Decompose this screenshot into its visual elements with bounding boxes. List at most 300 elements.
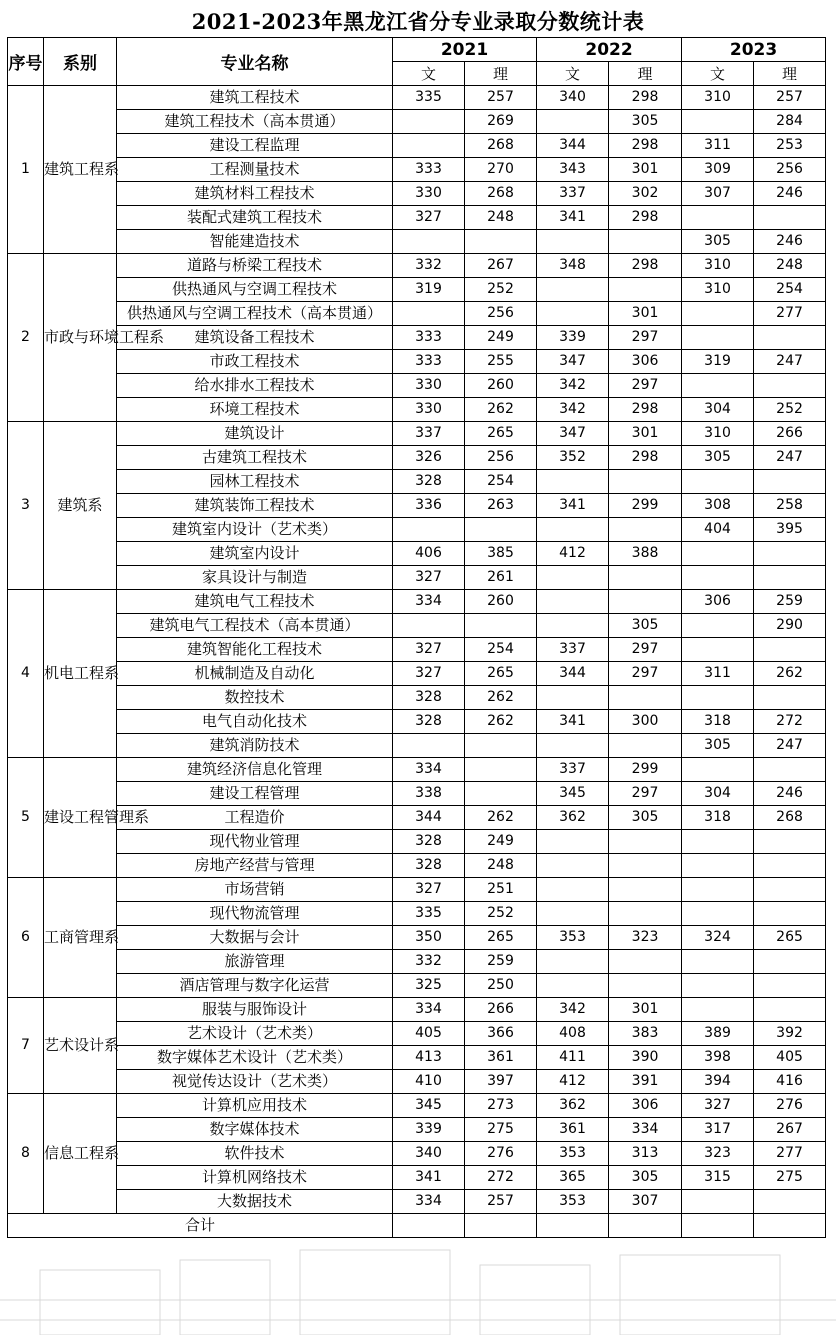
score-cell: 304 [682,782,754,806]
score-cell: 255 [465,350,537,374]
score-cell: 297 [609,374,682,398]
score-cell: 247 [754,350,826,374]
header-major: 专业名称 [117,38,393,86]
score-cell: 385 [465,542,537,566]
score-cell [537,470,609,494]
total-label: 合计 [8,1214,393,1238]
group-seq: 6 [8,878,44,998]
table-row [8,422,826,446]
table-row [8,878,826,902]
score-cell: 268 [465,134,537,158]
score-cell [609,854,682,878]
table-row [8,446,826,470]
score-cell: 247 [754,446,826,470]
table-row [8,662,826,686]
total-cell [393,1214,465,1238]
score-cell [393,302,465,326]
major-name: 家具设计与制造 [117,566,393,590]
department-name: 工商管理系 [44,878,117,998]
table-row [8,398,826,422]
score-cell: 297 [609,662,682,686]
table-row [8,350,826,374]
score-cell: 327 [393,662,465,686]
major-name: 现代物业管理 [117,830,393,854]
score-cell: 268 [465,182,537,206]
score-cell [682,374,754,398]
major-name: 建筑经济信息化管理 [117,758,393,782]
major-name: 市政工程技术 [117,350,393,374]
major-name: 大数据与会计 [117,926,393,950]
score-cell: 335 [393,86,465,110]
score-cell: 318 [682,710,754,734]
score-cell: 323 [609,926,682,950]
major-name: 机械制造及自动化 [117,662,393,686]
score-cell [682,542,754,566]
department-name: 建筑工程系 [44,86,117,254]
table-row [8,134,826,158]
major-name: 建设工程管理 [117,782,393,806]
score-cell: 336 [393,494,465,518]
score-cell [609,878,682,902]
score-cell: 327 [682,1094,754,1118]
score-cell: 249 [465,830,537,854]
header-year-2022: 2022 [537,38,682,62]
score-cell: 383 [609,1022,682,1046]
score-cell: 325 [393,974,465,998]
score-cell: 272 [754,710,826,734]
table-row [8,206,826,230]
score-cell: 319 [393,278,465,302]
score-cell: 252 [465,902,537,926]
group-seq: 8 [8,1094,44,1214]
score-cell [537,302,609,326]
score-cell [682,878,754,902]
score-cell: 273 [465,1094,537,1118]
score-cell [393,134,465,158]
score-cell [682,206,754,230]
score-cell: 328 [393,710,465,734]
major-name: 建筑智能化工程技术 [117,638,393,662]
score-cell: 405 [393,1022,465,1046]
score-cell: 334 [393,758,465,782]
score-cell [465,518,537,542]
table-row [8,830,826,854]
score-cell: 269 [465,110,537,134]
major-name: 给水排水工程技术 [117,374,393,398]
score-cell: 254 [754,278,826,302]
table-row [8,758,826,782]
score-cell: 388 [609,542,682,566]
score-cell [754,974,826,998]
score-cell: 345 [537,782,609,806]
score-cell: 362 [537,1094,609,1118]
score-cell: 340 [393,1142,465,1166]
score-cell: 305 [609,614,682,638]
score-cell: 327 [393,566,465,590]
score-cell: 406 [393,542,465,566]
major-name: 建筑装饰工程技术 [117,494,393,518]
score-cell [465,734,537,758]
score-cell: 246 [754,230,826,254]
score-cell: 332 [393,950,465,974]
score-cell [682,1190,754,1214]
score-cell: 348 [537,254,609,278]
table-row [8,494,826,518]
score-cell [754,566,826,590]
score-cell: 339 [393,1118,465,1142]
score-cell [754,638,826,662]
score-cell [754,878,826,902]
score-cell [682,950,754,974]
score-cell: 265 [465,662,537,686]
score-cell: 305 [682,734,754,758]
total-row [8,1214,826,1238]
score-cell: 299 [609,494,682,518]
score-cell: 246 [754,182,826,206]
table-row [8,470,826,494]
table-row [8,278,826,302]
score-cell: 341 [537,494,609,518]
score-cell [682,830,754,854]
score-cell: 333 [393,350,465,374]
score-cell: 309 [682,158,754,182]
score-cell: 297 [609,782,682,806]
major-name: 市场营销 [117,878,393,902]
score-cell [537,686,609,710]
score-cell: 365 [537,1166,609,1190]
header-li: 理 [754,62,826,86]
score-cell: 341 [537,206,609,230]
score-cell: 257 [465,86,537,110]
header-seq: 序号 [8,38,44,86]
score-cell: 252 [465,278,537,302]
major-name: 艺术设计（艺术类） [117,1022,393,1046]
score-cell: 340 [537,86,609,110]
score-cell [537,734,609,758]
score-cell: 298 [609,398,682,422]
score-cell: 248 [465,854,537,878]
score-cell [609,518,682,542]
score-cell: 258 [754,494,826,518]
score-cell: 270 [465,158,537,182]
score-cell [682,854,754,878]
table-row [8,1046,826,1070]
score-cell [537,110,609,134]
score-cell: 262 [465,806,537,830]
score-cell: 353 [537,1142,609,1166]
score-cell: 250 [465,974,537,998]
score-cell [682,566,754,590]
group-seq: 7 [8,998,44,1094]
score-cell: 347 [537,422,609,446]
major-name: 道路与桥梁工程技术 [117,254,393,278]
major-name: 视觉传达设计（艺术类） [117,1070,393,1094]
score-cell [682,302,754,326]
score-cell: 337 [537,638,609,662]
table-row [8,86,826,110]
score-cell: 391 [609,1070,682,1094]
page-title: 2021-2023年黑龙江省分专业录取分数统计表 [191,9,645,34]
table-row [8,518,826,542]
major-name: 计算机应用技术 [117,1094,393,1118]
score-cell: 249 [465,326,537,350]
score-cell [537,614,609,638]
score-cell: 306 [609,350,682,374]
score-cell [609,686,682,710]
major-name: 数字媒体艺术设计（艺术类） [117,1046,393,1070]
score-cell: 301 [609,302,682,326]
major-name: 现代物流管理 [117,902,393,926]
major-name: 装配式建筑工程技术 [117,206,393,230]
score-cell [682,638,754,662]
score-cell: 306 [682,590,754,614]
score-table [7,37,826,1238]
score-cell: 395 [754,518,826,542]
score-cell: 330 [393,398,465,422]
table-row [8,302,826,326]
score-cell [754,374,826,398]
score-cell: 344 [537,134,609,158]
total-cell [465,1214,537,1238]
score-cell: 298 [609,254,682,278]
table-row [8,710,826,734]
score-cell [754,542,826,566]
total-cell [754,1214,826,1238]
score-cell: 338 [393,782,465,806]
score-cell: 328 [393,854,465,878]
major-name: 建筑材料工程技术 [117,182,393,206]
score-cell: 259 [754,590,826,614]
major-name: 建筑设备工程技术 [117,326,393,350]
score-cell: 268 [754,806,826,830]
table-row [8,686,826,710]
table-row [8,254,826,278]
score-cell [754,758,826,782]
score-cell: 319 [682,350,754,374]
score-cell [682,470,754,494]
score-cell [609,974,682,998]
score-cell: 352 [537,446,609,470]
major-name: 酒店管理与数字化运营 [117,974,393,998]
header-li: 理 [465,62,537,86]
score-cell: 277 [754,302,826,326]
total-cell [682,1214,754,1238]
score-cell [465,230,537,254]
score-cell [537,518,609,542]
major-name: 旅游管理 [117,950,393,974]
major-name: 智能建造技术 [117,230,393,254]
major-name: 建筑室内设计 [117,542,393,566]
table-row [8,182,826,206]
score-cell: 332 [393,254,465,278]
score-cell [465,758,537,782]
score-cell: 253 [754,134,826,158]
score-cell [754,686,826,710]
score-cell: 334 [609,1118,682,1142]
score-cell: 412 [537,542,609,566]
score-cell: 307 [682,182,754,206]
table-row [8,374,826,398]
score-cell [609,590,682,614]
score-cell: 267 [465,254,537,278]
score-cell: 257 [465,1190,537,1214]
table-row [8,950,826,974]
table-row [8,998,826,1022]
major-name: 供热通风与空调工程技术（高本贯通） [117,302,393,326]
score-cell: 276 [754,1094,826,1118]
score-cell [537,566,609,590]
score-cell: 256 [465,446,537,470]
score-cell: 337 [537,182,609,206]
major-name: 数字媒体技术 [117,1118,393,1142]
score-cell: 262 [754,662,826,686]
table-row [8,782,826,806]
score-cell: 259 [465,950,537,974]
score-cell: 305 [609,806,682,830]
major-name: 工程测量技术 [117,158,393,182]
score-cell: 262 [465,710,537,734]
score-cell: 397 [465,1070,537,1094]
score-cell [754,206,826,230]
score-cell [609,902,682,926]
table-row [8,158,826,182]
department-name: 建筑系 [44,422,117,590]
score-cell: 334 [393,1190,465,1214]
score-cell: 394 [682,1070,754,1094]
score-cell: 298 [609,134,682,158]
score-cell: 305 [682,446,754,470]
score-cell [609,830,682,854]
table-row [8,1190,826,1214]
score-cell: 404 [682,518,754,542]
score-cell [537,950,609,974]
score-cell: 301 [609,998,682,1022]
score-cell [393,230,465,254]
score-cell: 299 [609,758,682,782]
score-cell: 263 [465,494,537,518]
major-name: 建筑消防技术 [117,734,393,758]
score-cell: 347 [537,350,609,374]
table-row [8,1118,826,1142]
score-cell: 304 [682,398,754,422]
score-cell: 311 [682,662,754,686]
score-cell: 317 [682,1118,754,1142]
score-cell: 330 [393,182,465,206]
major-name: 建筑工程技术（高本贯通） [117,110,393,134]
table-row [8,1094,826,1118]
score-cell [754,470,826,494]
major-name: 电气自动化技术 [117,710,393,734]
score-cell: 345 [393,1094,465,1118]
score-cell: 330 [393,374,465,398]
table-row [8,854,826,878]
major-name: 房地产经营与管理 [117,854,393,878]
score-cell: 328 [393,830,465,854]
score-cell: 251 [465,878,537,902]
score-cell: 413 [393,1046,465,1070]
score-cell: 305 [682,230,754,254]
score-cell: 344 [393,806,465,830]
score-cell: 327 [393,206,465,230]
table-row [8,734,826,758]
score-cell [537,230,609,254]
table-row [8,110,826,134]
score-cell: 327 [393,638,465,662]
score-cell: 342 [537,374,609,398]
score-cell: 310 [682,86,754,110]
score-cell: 301 [609,422,682,446]
score-cell [754,830,826,854]
department-name: 艺术设计系 [44,998,117,1094]
score-cell: 247 [754,734,826,758]
table-row [8,542,826,566]
score-cell: 405 [754,1046,826,1070]
score-cell: 310 [682,278,754,302]
table-row [8,1070,826,1094]
score-cell: 254 [465,638,537,662]
score-cell: 266 [465,998,537,1022]
score-cell: 261 [465,566,537,590]
score-cell [537,590,609,614]
score-cell: 298 [609,446,682,470]
score-cell: 300 [609,710,682,734]
table-row [8,902,826,926]
score-cell: 276 [465,1142,537,1166]
table-row [8,1166,826,1190]
table-row [8,974,826,998]
score-cell: 339 [537,326,609,350]
score-cell: 302 [609,182,682,206]
score-cell: 248 [754,254,826,278]
score-cell: 412 [537,1070,609,1094]
score-cell: 284 [754,110,826,134]
score-cell: 361 [465,1046,537,1070]
score-cell: 272 [465,1166,537,1190]
header-wen: 文 [682,62,754,86]
score-cell: 335 [393,902,465,926]
score-cell: 328 [393,686,465,710]
group-seq: 2 [8,254,44,422]
score-cell: 344 [537,662,609,686]
score-cell: 310 [682,422,754,446]
score-cell: 337 [393,422,465,446]
score-cell: 361 [537,1118,609,1142]
score-cell: 275 [465,1118,537,1142]
table-row [8,926,826,950]
score-cell: 315 [682,1166,754,1190]
score-cell: 305 [609,1166,682,1190]
score-cell: 398 [682,1046,754,1070]
score-cell: 265 [754,926,826,950]
score-cell: 362 [537,806,609,830]
score-cell: 256 [754,158,826,182]
score-cell: 277 [754,1142,826,1166]
table-header [8,38,826,86]
score-cell: 260 [465,374,537,398]
score-cell [754,854,826,878]
score-cell: 323 [682,1142,754,1166]
major-name: 大数据技术 [117,1190,393,1214]
score-cell [754,950,826,974]
major-name: 建筑电气工程技术 [117,590,393,614]
score-cell [682,110,754,134]
score-cell [609,470,682,494]
score-cell: 411 [537,1046,609,1070]
header-wen: 文 [537,62,609,86]
score-cell: 252 [754,398,826,422]
table-row [8,566,826,590]
score-cell [537,902,609,926]
